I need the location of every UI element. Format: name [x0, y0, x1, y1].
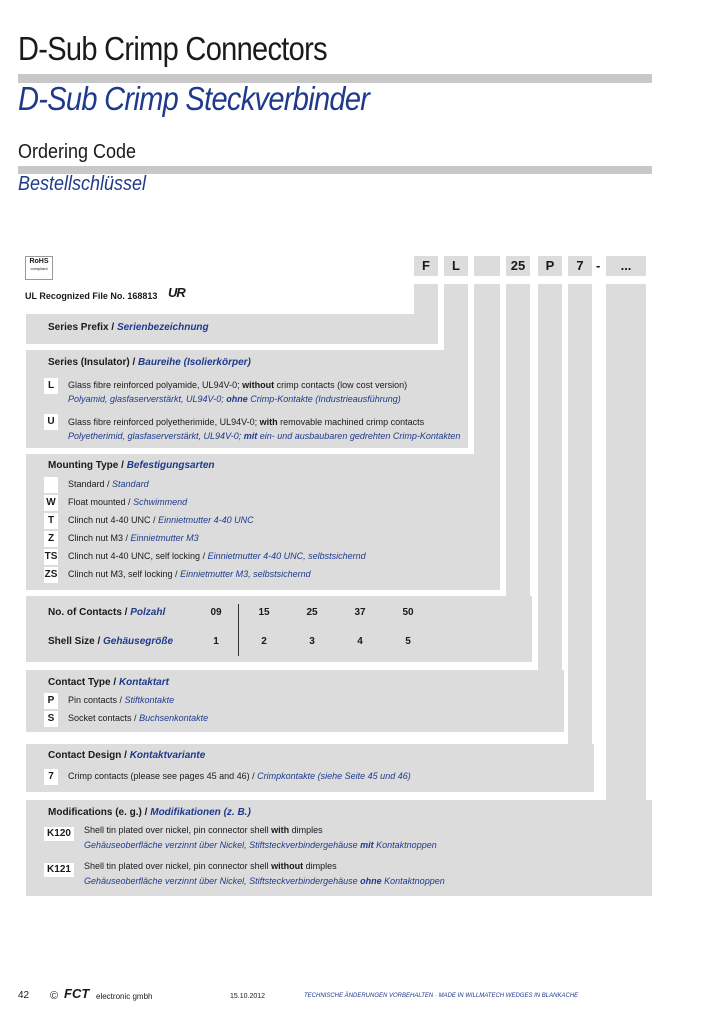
contact-type-pin: Pin contacts / Stiftkontakte [68, 695, 175, 705]
code-box-modifications: ... [606, 256, 646, 276]
code-box-contact-type: P [538, 256, 562, 276]
shell-size-4: 4 [357, 636, 363, 647]
contact-design-crimp: Crimp contacts (please see pages 45 and 46) / Crimpkontakte (siehe Seite 45 und 46) [68, 771, 411, 781]
connector-modifications [606, 284, 646, 800]
contact-type-heading: Contact Type / Kontaktart [48, 677, 169, 688]
mounting-heading: Mounting Type / Befestigungsarten [48, 460, 215, 471]
brand-logo: FCT [64, 986, 90, 1001]
connector-mounting [474, 284, 500, 454]
code-box-contacts: 25 [506, 256, 530, 276]
contact-design-section [26, 744, 594, 792]
modification-k121-en: Shell tin plated over nickel, pin connector shell without dimples [84, 861, 337, 871]
mounting-code-ts: TS [44, 549, 58, 565]
contact-type-section [26, 670, 564, 732]
shell-size-heading: Shell Size / Gehäusegröße [48, 636, 174, 647]
modification-k121-de: Gehäuseoberfläche verzinnt über Nickel, Stiftsteckverbindergehäuse ohne Kontaktnoppen [84, 876, 445, 886]
rohs-badge [25, 256, 53, 280]
contact-count-50: 50 [402, 607, 414, 618]
modification-code-k121: K121 [44, 863, 74, 877]
code-box-mounting [474, 256, 500, 276]
contacts-section [26, 596, 532, 662]
mounting-clinch-m3: Clinch nut M3 / Einnietmutter M3 [68, 533, 199, 543]
contact-count-37: 37 [354, 607, 366, 618]
contact-design-code-7: 7 [44, 769, 58, 785]
series-heading: Series (Insulator) / Baureihe (Isolierkörper) [48, 357, 251, 368]
company-name: electronic gmbh [96, 992, 153, 1001]
contact-count-15: 15 [258, 607, 270, 618]
modification-code-k120: K120 [44, 827, 74, 841]
code-box-series: L [444, 256, 468, 276]
code-box-series-prefix: F [414, 256, 438, 276]
series-prefix-heading: Series Prefix / Serienbezeichnung [48, 322, 209, 333]
connector-contacts [506, 284, 530, 596]
modifications-section [26, 800, 652, 896]
contact-type-code-p: P [44, 693, 58, 709]
page-title: D-Sub Crimp Connectors [18, 30, 327, 67]
footer-note: TECHNISCHE ÄNDERUNGEN VORBEHALTEN · MADE IN WILLMATECH WEDGES IN BLANKACHE [304, 993, 579, 999]
series-u-desc-de: Polyetherimid, glasfaserverstärkt, UL94V-0; mit ein- und ausbaubaren gedrehten Crimp-Kontakten [68, 431, 461, 441]
mounting-code-z: Z [44, 531, 58, 547]
code-box-contact-design: 7 [568, 256, 592, 276]
section-title-german: Bestellschlüssel [18, 173, 147, 195]
shell-size-5: 5 [405, 636, 411, 647]
series-u-desc-en: Glass fibre reinforced polyetherimide, UL94V-0; with removable machined crimp contacts [68, 417, 425, 427]
section-title: Ordering Code [18, 141, 137, 163]
mounting-code-standard [44, 477, 58, 493]
mounting-code-zs: ZS [44, 567, 58, 583]
series-l-desc-en: Glass fibre reinforced polyamide, UL94V-0; without crimp contacts (low cost version) [68, 380, 408, 390]
contact-type-socket: Socket contacts / Buchsenkontakte [68, 713, 209, 723]
mounting-clinch-unc-self-locking: Clinch nut 4-40 UNC, self locking / Einnietmutter 4-40 UNC, selbstsichernd [68, 551, 366, 561]
connector-contact-type [538, 284, 562, 670]
series-code-u: U [44, 414, 58, 430]
contact-count-25: 25 [306, 607, 318, 618]
modification-k120-de: Gehäuseoberfläche verzinnt über Nickel, Stiftsteckverbindergehäuse mit Kontaktnoppen [84, 840, 437, 850]
shell-size-3: 3 [309, 636, 315, 647]
revision-date: 15.10.2012 [230, 993, 266, 1000]
series-prefix-section [26, 314, 438, 344]
shell-size-1: 1 [213, 636, 219, 647]
mounting-clinch-unc: Clinch nut 4-40 UNC / Einnietmutter 4-40 UNC [68, 515, 254, 525]
series-section [26, 350, 468, 448]
mounting-section [26, 454, 500, 590]
mounting-code-t: T [44, 513, 58, 529]
modification-k120-en: Shell tin plated over nickel, pin connector shell with dimples [84, 825, 323, 835]
mounting-clinch-m3-self-locking: Clinch nut M3, self locking / Einnietmutter M3, selbstsichernd [68, 569, 311, 579]
contact-type-code-s: S [44, 711, 58, 727]
page-title-german: D-Sub Crimp Steckverbinder [18, 80, 370, 117]
series-l-desc-de: Polyamid, glasfaserverstärkt, UL94V-0; ohne Crimp-Kontakte (Industrieausführung) [68, 394, 401, 404]
copyright-symbol: © [50, 990, 59, 1002]
contacts-heading: No. of Contacts / Polzahl [48, 607, 166, 618]
rohs-label: RoHS [29, 258, 49, 265]
connector-contact-design [568, 284, 592, 744]
connector-series [444, 284, 468, 350]
mounting-float: Float mounted / Schwimmend [68, 497, 188, 507]
contacts-divider [238, 604, 239, 656]
series-code-l: L [44, 378, 58, 394]
connector-series-prefix [414, 284, 438, 314]
ul-file-label: UL Recognized File No. 168813 [25, 291, 158, 301]
rohs-sub: compliant [30, 266, 48, 271]
ul-mark-icon: UR [168, 285, 185, 300]
mounting-standard: Standard / Standard [68, 479, 149, 489]
shell-size-2: 2 [261, 636, 267, 647]
page-number: 42 [18, 990, 30, 1001]
contact-count-09: 09 [210, 607, 222, 618]
modifications-heading: Modifications (e. g.) / Modifikationen (z. B.) [48, 807, 251, 818]
mounting-code-w: W [44, 495, 58, 511]
contact-design-heading: Contact Design / Kontaktvariante [48, 750, 206, 761]
code-separator: - [596, 258, 601, 273]
